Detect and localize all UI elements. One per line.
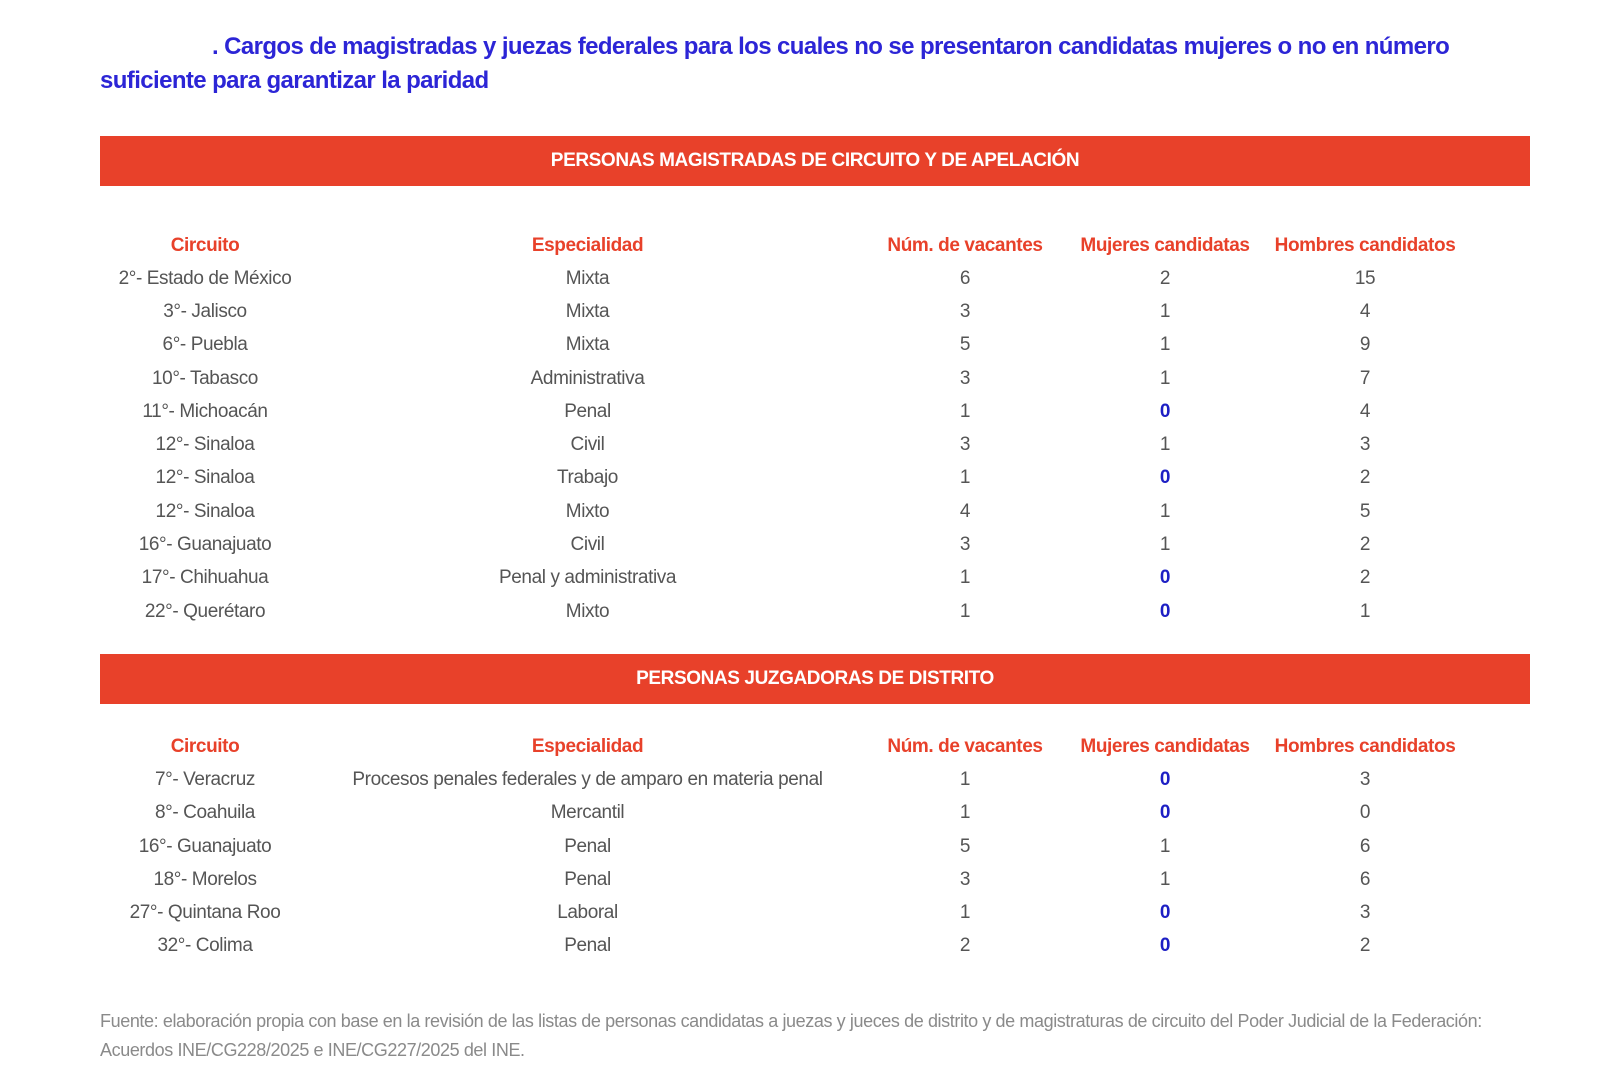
cell-spacer (1465, 462, 1530, 495)
cell-circuito: 17°- Chihuahua (141, 567, 269, 589)
cell-especialidad: Laboral (557, 902, 618, 924)
table-row (100, 329, 1530, 362)
cell-vacantes: 1 (959, 567, 971, 589)
cell-especialidad: Mercantil (550, 802, 625, 824)
col-spacer (1465, 229, 1530, 262)
cell-vacantes: 2 (959, 935, 971, 957)
col-spacer (1465, 730, 1530, 763)
cell-mujeres: 1 (1159, 835, 1171, 857)
cell-circuito: 32°- Colima (157, 935, 253, 957)
cell-vacantes: 3 (959, 300, 971, 322)
cell-vacantes: 3 (959, 868, 971, 890)
cell-vacantes: 3 (959, 434, 971, 456)
table-juzgadoras (100, 730, 1530, 963)
cell-vacantes: 1 (959, 600, 971, 622)
cell-especialidad: Penal y administrativa (498, 567, 677, 589)
source-note: Fuente: elaboración propia con base en la revisión de las listas de personas candidatas a juezas y jueces de distrito y de magistraturas de circuito del Poder Judicial de la Federación: Acuerdos INE/CG228/2025 e INE/CG227/2025 del INE. (100, 1011, 1482, 1061)
cell-circuito: 6°- Puebla (162, 334, 248, 356)
cell-mujeres: 1 (1159, 434, 1171, 456)
cell-hombres: 6 (1359, 835, 1371, 857)
cell-especialidad: Penal (564, 400, 611, 422)
cell-hombres: 3 (1359, 902, 1371, 924)
cell-hombres: 15 (1354, 267, 1376, 289)
cell-especialidad: Mixto (565, 600, 610, 622)
table-row (100, 930, 1530, 963)
section-spacer (100, 704, 1530, 730)
cell-especialidad: Mixta (565, 267, 610, 289)
cell-mujeres: 0 (1159, 902, 1171, 924)
cell-mujeres: 1 (1159, 300, 1171, 322)
col-header-especialidad: Especialidad (531, 234, 644, 256)
cell-especialidad: Penal (564, 935, 611, 957)
cell-spacer (1465, 395, 1530, 428)
cell-vacantes: 1 (959, 400, 971, 422)
cell-hombres: 2 (1359, 935, 1371, 957)
table-row (100, 395, 1530, 428)
cell-hombres: 2 (1359, 567, 1371, 589)
cell-vacantes: 4 (959, 500, 971, 522)
cell-spacer (1465, 295, 1530, 328)
cell-vacantes: 1 (959, 802, 971, 824)
cell-especialidad: Mixta (565, 300, 610, 322)
col-header-mujeres: Mujeres candidatas (1080, 735, 1250, 757)
cell-vacantes: 5 (959, 835, 971, 857)
cell-spacer (1465, 495, 1530, 528)
cell-circuito: 12°- Sinaloa (155, 467, 255, 489)
cell-circuito: 18°- Morelos (153, 868, 257, 890)
table-row (100, 896, 1530, 929)
cell-mujeres: 0 (1159, 467, 1171, 489)
cell-mujeres: 0 (1159, 935, 1171, 957)
cell-circuito: 7°- Veracruz (155, 768, 255, 790)
cell-circuito: 8°- Coahuila (155, 802, 255, 824)
table-row (100, 562, 1530, 595)
cell-circuito: 12°- Sinaloa (155, 500, 255, 522)
cell-mujeres: 0 (1159, 600, 1171, 622)
table-body-juzgadoras (100, 763, 1530, 963)
cell-mujeres: 0 (1159, 567, 1171, 589)
cell-hombres: 0 (1359, 802, 1371, 824)
cell-vacantes: 3 (959, 534, 971, 556)
col-header-vacantes: Núm. de vacantes (887, 234, 1043, 256)
cell-mujeres: 1 (1159, 868, 1171, 890)
cell-hombres: 5 (1359, 500, 1371, 522)
table-row (100, 763, 1530, 796)
cell-spacer (1465, 863, 1530, 896)
table-row (100, 495, 1530, 528)
table-row (100, 428, 1530, 461)
table-header-row (100, 229, 1530, 262)
section-banner-magistradas: PERSONAS MAGISTRADAS DE CIRCUITO Y DE APELACIÓN (100, 136, 1530, 186)
table-title (100, 30, 1530, 98)
table-header-row (100, 730, 1530, 763)
table-row (100, 528, 1530, 561)
table-row (100, 797, 1530, 830)
cell-hombres: 2 (1359, 467, 1371, 489)
cell-especialidad: Penal (564, 835, 611, 857)
cell-especialidad: Civil (570, 434, 605, 456)
col-header-hombres: Hombres candidatos (1274, 735, 1456, 757)
cell-especialidad: Mixto (565, 500, 610, 522)
cell-circuito: 27°- Quintana Roo (129, 902, 281, 924)
table-body-magistradas (100, 262, 1530, 628)
cell-hombres: 2 (1359, 534, 1371, 556)
cell-mujeres: 1 (1159, 334, 1171, 356)
cell-mujeres: 1 (1159, 534, 1171, 556)
cell-spacer (1465, 896, 1530, 929)
cell-circuito: 22°- Querétaro (144, 600, 266, 622)
cell-hombres: 9 (1359, 334, 1371, 356)
col-header-circuito: Circuito (170, 234, 240, 256)
col-header-mujeres: Mujeres candidatas (1080, 234, 1250, 256)
cell-hombres: 6 (1359, 868, 1371, 890)
cell-circuito: 10°- Tabasco (152, 367, 258, 389)
cell-spacer (1465, 830, 1530, 863)
cell-especialidad: Procesos penales federales y de amparo en materia penal (352, 768, 823, 790)
cell-hombres: 3 (1359, 434, 1371, 456)
cell-hombres: 4 (1359, 300, 1371, 322)
document-page (100, 30, 1530, 1065)
cell-mujeres: 1 (1159, 500, 1171, 522)
cell-mujeres: 0 (1159, 400, 1171, 422)
cell-especialidad: Civil (570, 534, 605, 556)
cell-spacer (1465, 262, 1530, 295)
cell-vacantes: 3 (959, 367, 971, 389)
cell-spacer (1465, 329, 1530, 362)
cell-hombres: 1 (1359, 600, 1371, 622)
cell-vacantes: 1 (959, 768, 971, 790)
section-banner-juzgadoras: PERSONAS JUZGADORAS DE DISTRITO (100, 654, 1530, 704)
cell-spacer (1465, 763, 1530, 796)
table-row (100, 830, 1530, 863)
cell-mujeres: 1 (1159, 367, 1171, 389)
cell-circuito: 11°- Michoacán (142, 400, 268, 422)
col-header-vacantes: Núm. de vacantes (887, 735, 1043, 757)
col-header-circuito: Circuito (170, 735, 240, 757)
col-header-especialidad: Especialidad (531, 735, 644, 757)
cell-vacantes: 1 (959, 902, 971, 924)
cell-circuito: 2°- Estado de México (118, 267, 292, 289)
cell-spacer (1465, 562, 1530, 595)
table-magistradas (100, 229, 1530, 628)
cell-especialidad: Trabajo (557, 467, 618, 489)
cell-mujeres: 0 (1159, 768, 1171, 790)
cell-spacer (1465, 362, 1530, 395)
table-row (100, 362, 1530, 395)
table-row (100, 295, 1530, 328)
cell-circuito: 16°- Guanajuato (138, 534, 272, 556)
table-row (100, 462, 1530, 495)
cell-hombres: 4 (1359, 400, 1371, 422)
cell-especialidad: Mixta (565, 334, 610, 356)
table-row (100, 262, 1530, 295)
cell-vacantes: 5 (959, 334, 971, 356)
cell-especialidad: Penal (564, 868, 611, 890)
cell-spacer (1465, 595, 1530, 628)
cell-spacer (1465, 797, 1530, 830)
cell-mujeres: 2 (1159, 267, 1171, 289)
cell-circuito: 16°- Guanajuato (138, 835, 272, 857)
table-title-text: . Cargos de magistradas y juezas federales para los cuales no se presentaron candidatas mujeres o no en número suficiente para garantizar la paridad (100, 33, 1450, 94)
cell-spacer (1465, 930, 1530, 963)
cell-spacer (1465, 528, 1530, 561)
cell-spacer (1465, 428, 1530, 461)
cell-circuito: 3°- Jalisco (163, 300, 247, 322)
section-spacer (100, 186, 1530, 229)
cell-circuito: 12°- Sinaloa (155, 434, 255, 456)
cell-hombres: 7 (1359, 367, 1371, 389)
cell-vacantes: 6 (959, 267, 971, 289)
table-row (100, 863, 1530, 896)
col-header-hombres: Hombres candidatos (1274, 234, 1456, 256)
cell-especialidad: Administrativa (530, 367, 645, 389)
cell-hombres: 3 (1359, 768, 1371, 790)
cell-vacantes: 1 (959, 467, 971, 489)
table-row (100, 595, 1530, 628)
cell-mujeres: 0 (1159, 802, 1171, 824)
